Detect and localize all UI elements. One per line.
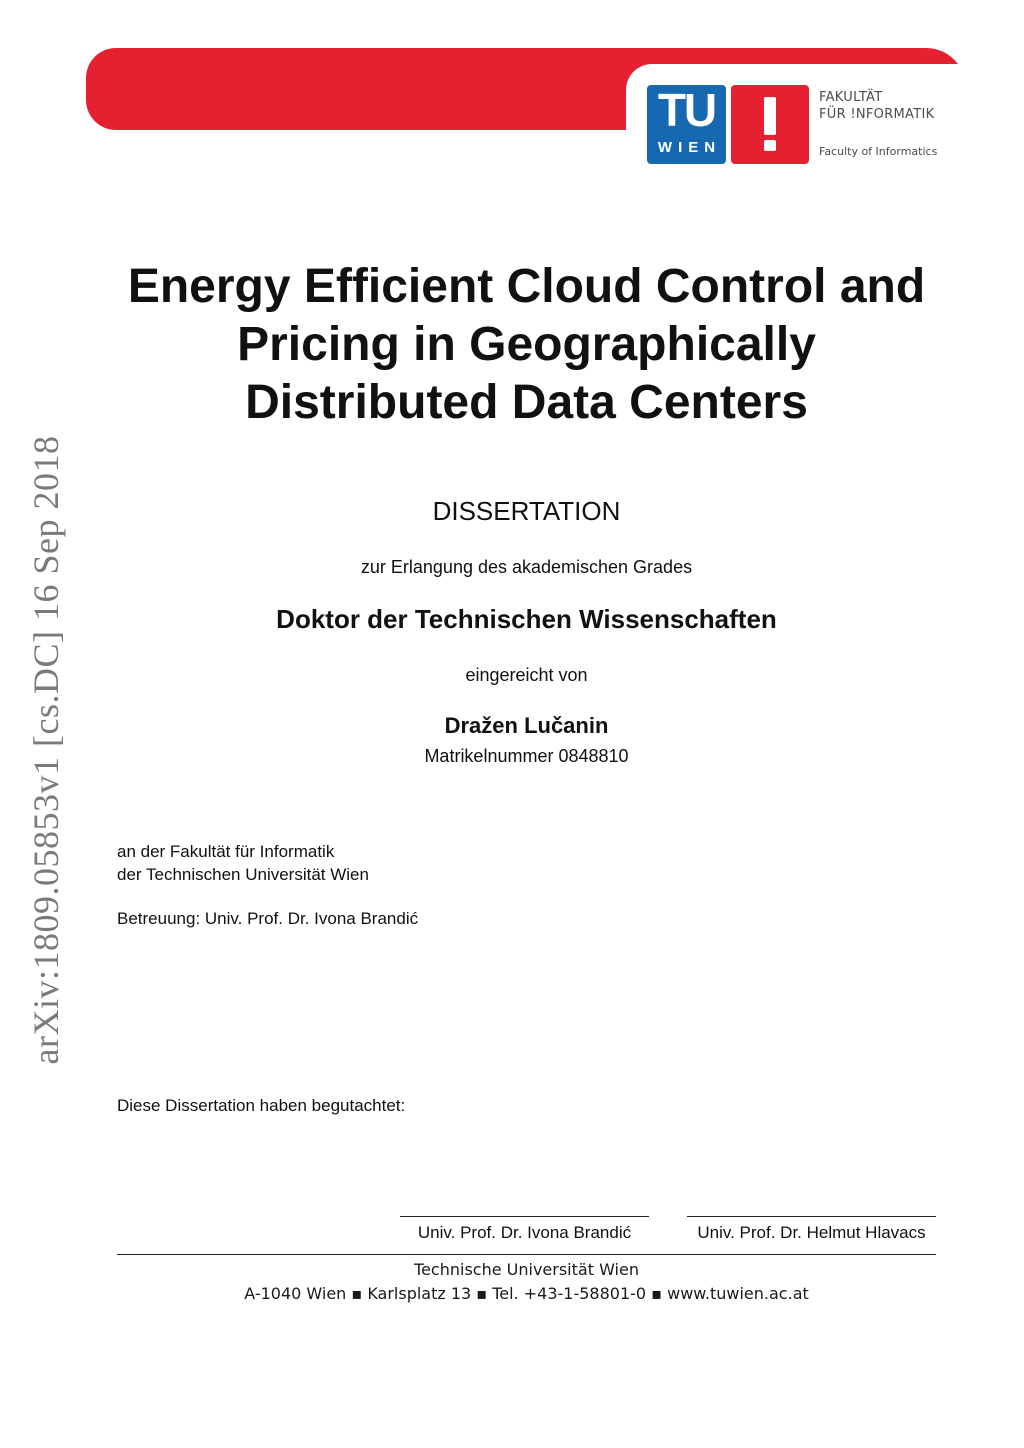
exclamation-dot-icon [764, 140, 776, 151]
matriculation-number: Matrikelnummer 0848810 [424, 746, 629, 766]
informatics-exclamation-logo [731, 85, 809, 164]
signature-line-2 [687, 1216, 936, 1217]
faculty-name-de-line2: FÜR !NFORMATIK [819, 107, 935, 122]
footer-divider [117, 1254, 936, 1255]
arxiv-side-stamp: arXiv:1809.05853v1 [cs.DC] 16 Sep 2018 [26, 435, 66, 1065]
title-line-2: Pricing in Geographically [237, 318, 816, 371]
logo-tu-text: TU [657, 85, 716, 136]
document-type: DISSERTATION [432, 496, 621, 526]
reviewed-by-label: Diese Dissertation haben begutachtet: [117, 1096, 406, 1115]
faculty-line-2: der Technischen Universität Wien [117, 865, 369, 884]
faculty-name-de-line1: FAKULTÄT [819, 90, 883, 105]
faculty-line-1: an der Fakultät für Informatik [117, 842, 335, 861]
title-line-1: Energy Efficient Cloud Control and [127, 260, 926, 313]
degree-title: Doktor der Technischen Wissenschaften [276, 604, 777, 634]
degree-purpose: zur Erlangung des akademischen Grades [360, 557, 693, 577]
footer-address: A-1040 Wien ▪ Karlsplatz 13 ▪ Tel. +43-1-58801-0 ▪ www.tuwien.ac.at [244, 1284, 809, 1303]
footer-university: Technische Universität Wien [414, 1260, 639, 1279]
submitted-by-label: eingereicht von [465, 665, 588, 685]
logo-wien-text: WIEN [657, 139, 722, 156]
faculty-name-en: Faculty of Informatics [819, 145, 938, 158]
tu-wien-logo [647, 85, 726, 164]
title-line-3: Distributed Data Centers [245, 376, 808, 429]
author-name: Dražen Lučanin [444, 713, 609, 738]
thesis-title [117, 258, 936, 432]
exclamation-bar-icon [764, 97, 776, 135]
reviewer-name-1: Univ. Prof. Dr. Ivona Brandić [417, 1223, 632, 1242]
supervision: Betreuung: Univ. Prof. Dr. Ivona Brandić [117, 909, 419, 928]
reviewer-name-2: Univ. Prof. Dr. Helmut Hlavacs [697, 1223, 926, 1242]
signature-line-1 [400, 1216, 649, 1217]
